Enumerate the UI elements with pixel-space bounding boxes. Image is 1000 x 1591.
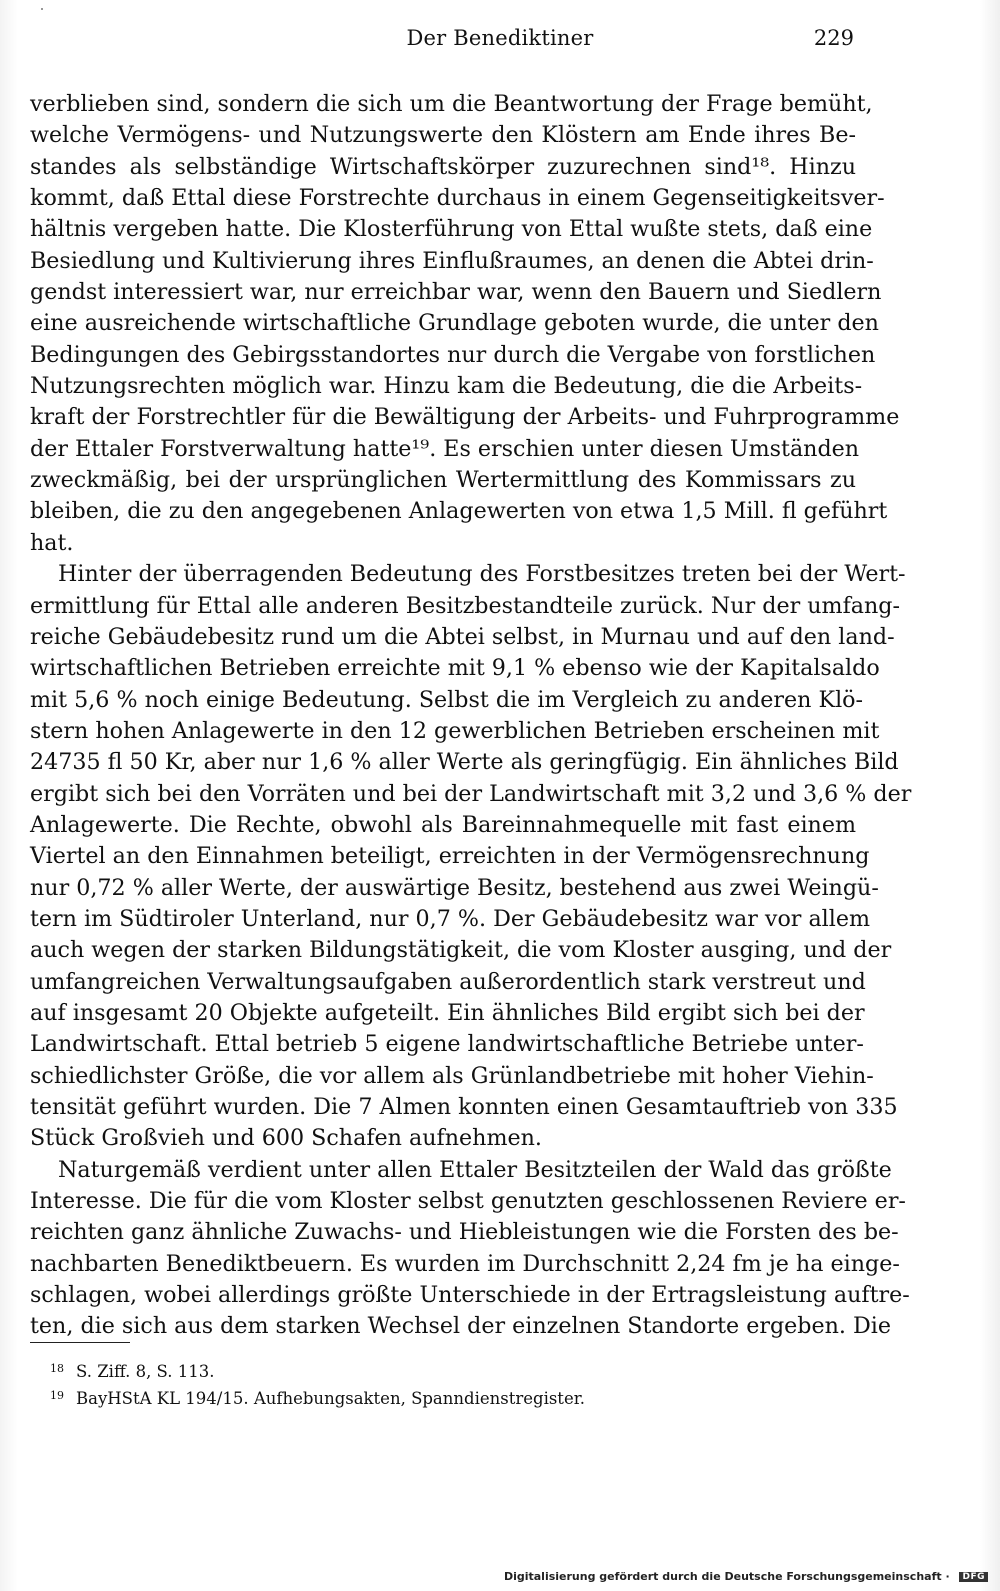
text-line: welche Vermögens- und Nutzungswerte den Klöstern am Ende ihres Be- [30, 122, 856, 149]
footnote-mark: 18 [50, 1362, 64, 1375]
text-line: nachbarten Benediktbeuern. Es wurden im Durchschnitt 2,24 fm je ha einge- [30, 1250, 900, 1277]
text-line: wirtschaftlichen Betrieben erreichte mit 9,1 % ebenso wie der Kapitalsaldo [30, 655, 880, 682]
text-line: ergibt sich bei den Vorräten und bei der Landwirtschaft mit 3,2 und 3,6 % der [30, 780, 912, 807]
text-line: Naturgemäß verdient unter allen Ettaler Besitzteilen der Wald das größte [58, 1156, 892, 1183]
text-line: Anlagewerte. Die Rechte, obwohl als Bareinnahmequelle mit fast einem [30, 811, 856, 838]
text-line: stern hohen Anlagewerte in den 12 gewerblichen Betrieben erscheinen mit [30, 717, 880, 744]
text-line: reichten ganz ähnliche Zuwachs- und Hiebleistungen wie die Forsten des be- [30, 1219, 899, 1246]
text-line: zweckmäßig, bei der ursprünglichen Wertermittlung des Kommissars zu [30, 467, 856, 494]
text-line: schlagen, wobei allerdings größte Unterschiede in der Ertragsleistung auftre- [30, 1282, 910, 1309]
text-line: 24735 fl 50 Kr, aber nur 1,6 % aller Werte als geringfügig. Ein ähnliches Bild [30, 749, 899, 776]
text-line: Bedingungen des Gebirgsstandortes nur durch die Vergabe von forstlichen [30, 341, 876, 368]
text-line: Hinter der überragenden Bedeutung des Forstbesitzes treten bei der Wert- [58, 561, 906, 588]
text-line: standes als selbständige Wirtschaftskörper zuzurechnen sind¹⁸. Hinzu [30, 153, 856, 180]
text-line: nur 0,72 % aller Werte, der auswärtige Besitz, bestehend aus zwei Weingü- [30, 874, 879, 901]
text-line: tensität geführt wurden. Die 7 Almen konnten einen Gesamtauftrieb von 335 [30, 1094, 898, 1120]
footnote-mark: 19 [50, 1389, 64, 1402]
text-line: auch wegen der starken Bildungstätigkeit, die vom Kloster ausging, und der [30, 937, 892, 964]
text-line: Interesse. Die für die vom Kloster selbst genutzten geschlossenen Reviere er- [30, 1188, 906, 1215]
page-number: 229 [813, 26, 854, 50]
text-line: ten, die sich aus dem starken Wechsel der einzelnen Standorte ergeben. Die [30, 1313, 892, 1340]
running-title: Der Benediktiner [406, 26, 594, 50]
text-line: bleiben, die zu den angegebenen Anlagewerten von etwa 1,5 Mill. fl geführt [30, 498, 888, 525]
text-line: auf insgesamt 20 Objekte aufgeteilt. Ein ähnliches Bild ergibt sich bei der [30, 999, 865, 1026]
digitization-credit: Digitalisierung gefördert durch die Deutsche Forschungsgemeinschaft · DFG [504, 1570, 988, 1583]
scan-speck [41, 8, 43, 10]
footnote [50, 1357, 850, 1384]
text-line: mit 5,6 % noch einige Bedeutung. Selbst die im Vergleich zu anderen Klö- [30, 686, 864, 713]
footnote-text: BayHStA KL 194/15. Aufhebungsakten, Spanndienstregister. [76, 1389, 586, 1408]
text-line: ermittlung für Ettal alle anderen Besitzbestandteile zurück. Nur der umfang- [30, 592, 901, 619]
text-line: Landwirtschaft. Ettal betrieb 5 eigene landwirtschaftliche Betriebe unter- [30, 1031, 864, 1058]
text-line: hältnis vergeben hatte. Die Klosterführung von Ettal wußte stets, daß eine [30, 216, 873, 243]
text-line: Viertel an den Einnahmen beteiligt, erreichten in der Vermögensrechnung [30, 843, 870, 870]
footer-credit-text: Digitalisierung gefördert durch die Deutsche Forschungsgemeinschaft [503, 1570, 942, 1583]
text-line: schiedlichster Größe, die vor allem als Grünlandbetriebe mit hoher Viehin- [30, 1062, 874, 1089]
text-line: reiche Gebäudebesitz rund um die Abtei selbst, in Murnau und auf den land- [30, 623, 895, 650]
footnote-text: S. Ziff. 8, S. 113. [76, 1362, 215, 1381]
text-line: kommt, daß Ettal diese Forstrechte durchaus in einem Gegenseitigkeitsver- [30, 185, 885, 212]
text-line: Besiedlung und Kultivierung ihres Einflußraumes, an denen die Abtei drin- [30, 247, 874, 274]
body-text [30, 89, 912, 1343]
text-line: eine ausreichende wirtschaftliche Grundlage geboten wurde, die unter den [30, 310, 879, 337]
text-line: umfangreichen Verwaltungsaufgaben außerordentlich stark verstreut und [30, 968, 866, 995]
text-line: verblieben sind, sondern die sich um die Beantwortung der Frage bemüht, [30, 91, 873, 117]
text-line: gendst interessiert war, nur erreichbar war, wenn den Bauern und Siedlern [30, 279, 882, 306]
dfg-logo: DFG [959, 1572, 988, 1582]
text-line: hat. [30, 529, 74, 556]
text-line: der Ettaler Forstverwaltung hatte¹⁹. Es erschien unter diesen Umständen [30, 435, 860, 462]
footnote [50, 1384, 850, 1411]
text-line: Nutzungsrechten möglich war. Hinzu kam die Bedeutung, die die Arbeits- [30, 373, 863, 400]
text-line: kraft der Forstrechtler für die Bewältigung der Arbeits- und Fuhrprogramme [30, 404, 900, 431]
text-line: Stück Großvieh und 600 Schafen aufnehmen. [30, 1125, 542, 1152]
footnote-divider [30, 1342, 130, 1343]
running-header [0, 26, 1000, 60]
text-line: tern im Südtiroler Unterland, nur 0,7 %. Der Gebäudebesitz war vor allem [30, 905, 871, 932]
footnotes [50, 1357, 850, 1411]
